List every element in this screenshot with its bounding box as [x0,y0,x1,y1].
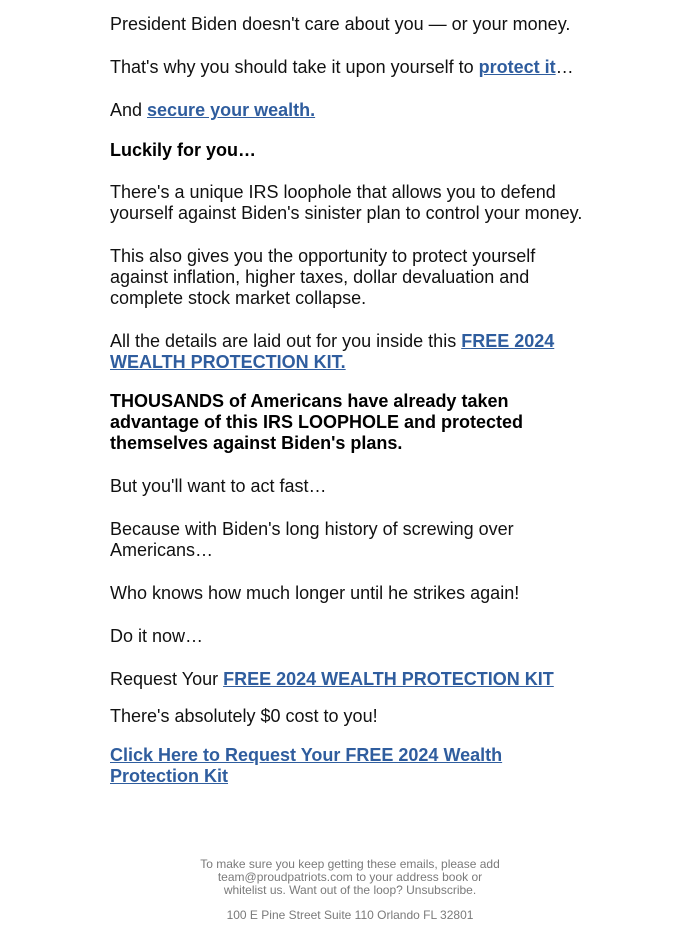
paragraph-protect [110,57,590,78]
paragraph-protect-text: That's why you should take it upon yourself to [110,57,479,77]
paragraph-no-cost: There's absolutely $0 cost to you! [110,706,378,726]
email-footer [200,858,500,922]
paragraph-secure [110,100,590,121]
wealth-kit-link-1[interactable]: FREE 2024 WEALTH PROTECTION KIT. [110,331,555,372]
paragraph-cta [110,745,590,787]
paragraph-request-text: Request Your [110,669,224,689]
paragraph-details [110,331,590,373]
paragraph-request [110,669,590,690]
paragraph-details-text: All the details are laid out for you inside this [110,331,462,351]
paragraph-intro: President Biden doesn't care about you — or your money. [110,14,571,34]
thousands-text: THOUSANDS of Americans have already taken advantage of this IRS LOOPHOLE and protected themselves against Biden's plans. [110,391,524,453]
paragraph-do-it: Do it now… [110,626,204,646]
email-body [110,14,590,787]
ellipsis-text: … [555,57,574,77]
paragraph-strikes: Who knows how much longer until he strikes again! [110,583,520,603]
request-kit-cta-link[interactable]: Click Here to Request Your FREE 2024 Wealth Protection Kit [110,745,503,786]
paragraph-act-fast: But you'll want to act fast… [110,476,327,496]
paragraph-thousands [110,391,590,454]
paragraph-luckily [110,140,590,161]
paragraph-history: Because with Biden's long history of screwing over Americans… [110,519,514,560]
luckily-text: Luckily for you… [110,140,257,160]
footer-notice: To make sure you keep getting these emails, please add team@proudpatriots.com to your address book or whitelist us. Want out of the loop? Unsubscribe. [200,857,500,897]
paragraph-secure-text: And [110,100,148,120]
paragraph-inflation: This also gives you the opportunity to protect yourself against inflation, higher taxes, dollar devaluation and complete stock market collapse. [110,246,536,308]
paragraph-loophole: There's a unique IRS loophole that allows you to defend yourself against Biden's sinister plan to control your money. [110,182,583,223]
protect-it-link[interactable]: protect it [478,57,556,77]
footer-address: 100 E Pine Street Suite 110 Orlando FL 32801 [226,908,474,922]
wealth-kit-link-2[interactable]: FREE 2024 WEALTH PROTECTION KIT [223,669,554,689]
secure-wealth-link[interactable]: secure your wealth. [147,100,316,120]
